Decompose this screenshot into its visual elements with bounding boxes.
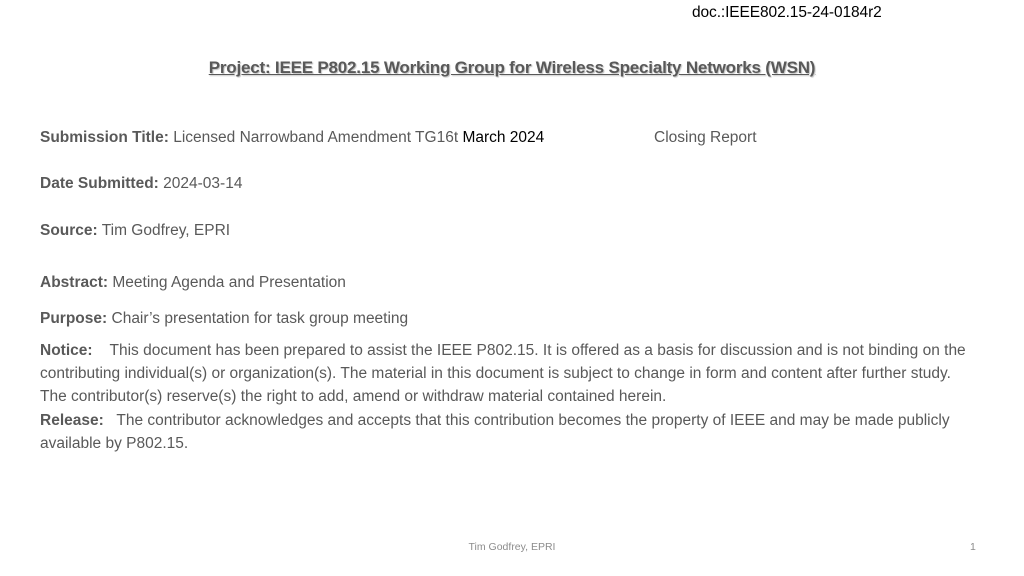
footer-author: Tim Godfrey, EPRI	[468, 541, 556, 553]
notice-label: Notice:	[40, 342, 93, 359]
notice-release-block	[40, 339, 975, 455]
release-text: The contributor acknowledges and accepts that this contribution becomes the property of IEEE and may be made publicly available by P802.15.	[40, 411, 950, 452]
abstract-field	[40, 274, 346, 292]
release-paragraph	[40, 409, 975, 455]
submission-title-value: Licensed Narrowband Amendment TG16t	[173, 129, 459, 146]
document-id: doc.:IEEE802.15-24-0184r2	[692, 4, 882, 21]
purpose-value: Chair’s presentation for task group meeting	[111, 310, 409, 327]
source-label: Source:	[40, 222, 98, 239]
source-field	[40, 222, 230, 240]
abstract-label: Abstract:	[40, 274, 109, 291]
submission-title-month: March 2024	[462, 129, 545, 146]
submission-title-suffix: Closing Report	[654, 129, 757, 146]
purpose-label: Purpose:	[40, 310, 108, 327]
notice-paragraph	[40, 339, 975, 409]
date-submitted-label: Date Submitted:	[40, 175, 159, 192]
page-number: 1	[970, 541, 976, 553]
date-submitted-value: 2024-03-14	[163, 175, 243, 192]
date-submitted-field	[40, 175, 242, 193]
project-title: Project: IEEE P802.15 Working Group for Wireless Specialty Networks (WSN)	[208, 58, 816, 77]
submission-title-field	[40, 129, 757, 147]
release-label: Release:	[40, 411, 104, 429]
source-value: Tim Godfrey, EPRI	[101, 222, 231, 239]
submission-title-label: Submission Title:	[40, 129, 169, 146]
purpose-field	[40, 310, 408, 328]
abstract-value: Meeting Agenda and Presentation	[112, 274, 346, 291]
notice-text: This document has been prepared to assist the IEEE P802.15. It is offered as a basis for discussion and is not binding on the contributing individual(s) or organization(s). The material in this document is subject to change in form and content after further study. The contributor(s) reserve(s) the right to add, amend or withdraw material contained herein.	[40, 342, 966, 406]
